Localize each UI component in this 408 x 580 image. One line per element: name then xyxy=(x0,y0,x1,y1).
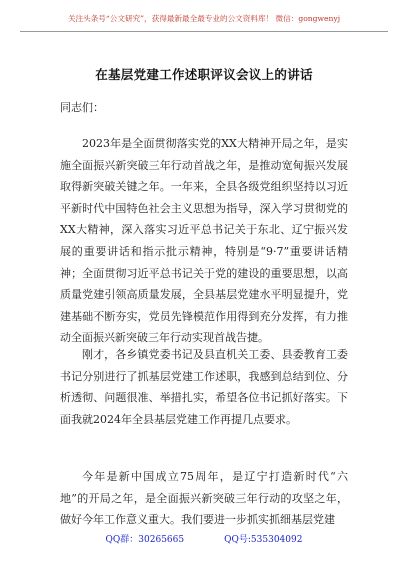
paragraph-2: 刚才，各乡镇党委书记及县直机关工委、县委教育工委书记分别进行了抓基层党建工作述职，我感到总结到位、分析透彻、问题很准、举措扎实，希望各位书记抓好落实。下面我就2024年全县基层党建工作再提几点要求。 xyxy=(60,348,348,426)
document-title: 在基层党建工作述职评议会议上的讲话 xyxy=(95,67,313,82)
header-divider xyxy=(20,31,388,32)
promo-banner: 关注头条号“公文研究”，获得最新最全最专业的公文资料库！ 微信：gongwenyj xyxy=(67,14,341,23)
paragraph-3: 今年是新中国成立75周年，是辽宁打造新时代“六地”的开局之年，是全面振兴新突破三年行动的攻坚之年，做好今年工作意义重大。我们要进一步抓实抓细基层党建 xyxy=(60,470,348,527)
paragraph-1: 2023年是全面贯彻落实党的XX大精神开局之年，是实施全面振兴新突破三年行动首战之年，是推动宽甸振兴发展取得新突破关键之年。一年来，全县各级党组织坚持以习近平新时代中国特色社会主义思想为指导，深入学习贯彻党的XX大精神，深入落实习近平总书记关于东北、辽宁振兴发展的重要讲话和指示批示精神，特别是“9·7”重要讲话精神；全面贯彻习近平总书记关于党的建设的重要思想，以高质量党建引领高质量发展，全县基层党建水平明显提升，党建基础不断夯实，党员先锋模范作用得到充分发挥，有力推动全面振兴新突破三年行动实现首战告捷。 xyxy=(60,137,348,345)
qq-group-text: QQ群：30265665 xyxy=(105,535,185,545)
salutation: 同志们： xyxy=(60,101,104,114)
qq-number-text: QQ号:535304092 xyxy=(224,535,303,545)
contact-footer xyxy=(0,533,408,547)
